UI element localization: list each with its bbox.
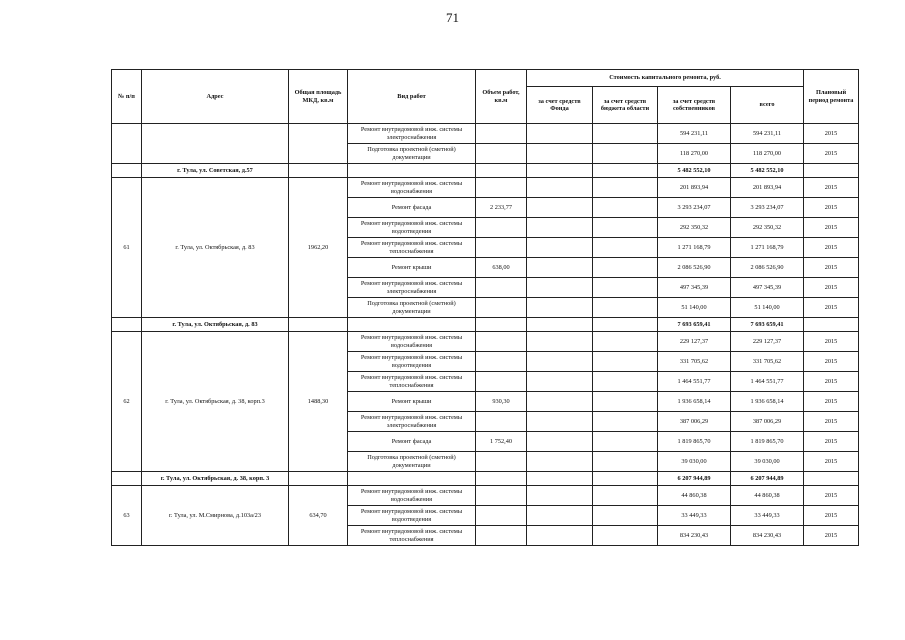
subtotal-empty-cell [593, 472, 658, 486]
owners-cell: 118 270,00 [658, 144, 731, 164]
period-cell: 2015 [804, 278, 859, 298]
regional-cell [593, 218, 658, 238]
row-number: 61 [112, 178, 142, 318]
owners-cell: 229 127,37 [658, 332, 731, 352]
area-cell: 1488,30 [289, 332, 348, 472]
work-type-cell: Ремонт внутридомовой инж. системы электроснабжения [348, 278, 476, 298]
regional-cell [593, 372, 658, 392]
subtotal-row [112, 472, 859, 486]
regional-cell [593, 332, 658, 352]
volume-cell [476, 332, 527, 352]
subtotal-empty-cell [289, 472, 348, 486]
total-cell: 1 936 658,14 [731, 392, 804, 412]
area-cell: 1962,20 [289, 178, 348, 318]
total-cell: 1 271 168,79 [731, 238, 804, 258]
fund-cell [527, 238, 593, 258]
regional-cell [593, 298, 658, 318]
work-type-cell: Ремонт внутридомовой инж. системы теплоснабжения [348, 238, 476, 258]
header-total: всего [731, 87, 804, 124]
table-row [112, 178, 859, 198]
period-cell: 2015 [804, 298, 859, 318]
regional-cell [593, 178, 658, 198]
total-cell: 3 293 234,07 [731, 198, 804, 218]
subtotal-empty-cell [112, 318, 142, 332]
fund-cell [527, 372, 593, 392]
capital-repair-table [111, 69, 859, 546]
area-cell: 634,70 [289, 486, 348, 546]
regional-cell [593, 144, 658, 164]
fund-cell [527, 124, 593, 144]
address-cell [142, 124, 289, 164]
table-body [112, 124, 859, 546]
owners-cell: 33 449,33 [658, 506, 731, 526]
fund-cell [527, 258, 593, 278]
total-cell: 292 350,32 [731, 218, 804, 238]
table-row [112, 486, 859, 506]
owners-cell: 834 230,43 [658, 526, 731, 546]
period-cell: 2015 [804, 526, 859, 546]
subtotal-owners: 7 693 659,41 [658, 318, 731, 332]
fund-cell [527, 486, 593, 506]
regional-cell [593, 258, 658, 278]
regional-cell [593, 352, 658, 372]
total-cell: 229 127,37 [731, 332, 804, 352]
total-cell: 1 464 551,77 [731, 372, 804, 392]
subtotal-total: 6 207 944,89 [731, 472, 804, 486]
subtotal-empty-cell [348, 472, 476, 486]
header-work-type: Вид работ [348, 70, 476, 124]
subtotal-empty-cell [476, 318, 527, 332]
subtotal-empty-cell [476, 472, 527, 486]
header-num: № п/п [112, 70, 142, 124]
volume-cell [476, 298, 527, 318]
fund-cell [527, 298, 593, 318]
volume-cell [476, 526, 527, 546]
work-type-cell: Ремонт внутридомовой инж. системы водоснабжения [348, 178, 476, 198]
regional-cell [593, 124, 658, 144]
subtotal-empty-cell [527, 318, 593, 332]
fund-cell [527, 198, 593, 218]
subtotal-empty-cell [348, 164, 476, 178]
subtotal-label: г. Тула, ул. Советская, д.57 [142, 164, 289, 178]
total-cell: 497 345,39 [731, 278, 804, 298]
total-cell: 51 140,00 [731, 298, 804, 318]
total-cell: 33 449,33 [731, 506, 804, 526]
total-cell: 387 006,29 [731, 412, 804, 432]
work-type-cell: Ремонт внутридомовой инж. системы водоснабжения [348, 332, 476, 352]
owners-cell: 2 086 526,90 [658, 258, 731, 278]
subtotal-empty-cell [593, 164, 658, 178]
subtotal-total: 7 693 659,41 [731, 318, 804, 332]
subtotal-empty-cell [348, 318, 476, 332]
subtotal-empty-cell [112, 472, 142, 486]
work-type-cell: Ремонт крыши [348, 258, 476, 278]
owners-cell: 1 936 658,14 [658, 392, 731, 412]
period-cell: 2015 [804, 198, 859, 218]
period-cell: 2015 [804, 486, 859, 506]
header-period: Плановый период ремонта [804, 70, 859, 124]
work-type-cell: Ремонт фасада [348, 432, 476, 452]
subtotal-empty-cell [804, 164, 859, 178]
regional-cell [593, 506, 658, 526]
work-type-cell: Подготовка проектной (сметной) документации [348, 144, 476, 164]
header-volume: Объем работ, кв.м [476, 70, 527, 124]
subtotal-empty-cell [476, 164, 527, 178]
header-regional: за счет средств бюджета области [593, 87, 658, 124]
header-owners: за счет средств собственников [658, 87, 731, 124]
fund-cell [527, 278, 593, 298]
volume-cell [476, 352, 527, 372]
fund-cell [527, 178, 593, 198]
total-cell: 331 705,62 [731, 352, 804, 372]
owners-cell: 497 345,39 [658, 278, 731, 298]
owners-cell: 1 819 865,70 [658, 432, 731, 452]
regional-cell [593, 486, 658, 506]
period-cell: 2015 [804, 178, 859, 198]
fund-cell [527, 412, 593, 432]
owners-cell: 1 464 551,77 [658, 372, 731, 392]
work-type-cell: Ремонт внутридомовой инж. системы водоотведения [348, 506, 476, 526]
owners-cell: 292 350,32 [658, 218, 731, 238]
owners-cell: 331 705,62 [658, 352, 731, 372]
subtotal-row [112, 164, 859, 178]
volume-cell: 1 752,40 [476, 432, 527, 452]
area-cell [289, 124, 348, 164]
volume-cell [476, 278, 527, 298]
table-row [112, 332, 859, 352]
subtotal-empty-cell [804, 318, 859, 332]
volume-cell [476, 486, 527, 506]
fund-cell [527, 144, 593, 164]
page-number: 71 [446, 10, 459, 25]
work-type-cell: Ремонт внутридомовой инж. системы теплоснабжения [348, 372, 476, 392]
subtotal-empty-cell [289, 318, 348, 332]
work-type-cell: Ремонт внутридомовой инж. системы водоотведения [348, 218, 476, 238]
work-type-cell: Ремонт крыши [348, 392, 476, 412]
volume-cell [476, 506, 527, 526]
owners-cell: 387 006,29 [658, 412, 731, 432]
period-cell: 2015 [804, 392, 859, 412]
regional-cell [593, 198, 658, 218]
work-type-cell: Подготовка проектной (сметной) документации [348, 298, 476, 318]
volume-cell [476, 124, 527, 144]
period-cell: 2015 [804, 412, 859, 432]
period-cell: 2015 [804, 238, 859, 258]
volume-cell [476, 178, 527, 198]
work-type-cell: Подготовка проектной (сметной) документации [348, 452, 476, 472]
fund-cell [527, 432, 593, 452]
work-type-cell: Ремонт внутридомовой инж. системы водоснабжения [348, 486, 476, 506]
regional-cell [593, 238, 658, 258]
fund-cell [527, 526, 593, 546]
address-cell: г. Тула, ул. М.Смирнова, д.103а/23 [142, 486, 289, 546]
total-cell: 44 860,38 [731, 486, 804, 506]
subtotal-empty-cell [112, 164, 142, 178]
total-cell: 2 086 526,90 [731, 258, 804, 278]
volume-cell: 638,00 [476, 258, 527, 278]
total-cell: 1 819 865,70 [731, 432, 804, 452]
period-cell: 2015 [804, 258, 859, 278]
volume-cell [476, 218, 527, 238]
regional-cell [593, 452, 658, 472]
subtotal-label: г. Тула, ул. Октябрьская, д. 38, корп. 3 [142, 472, 289, 486]
volume-cell [476, 412, 527, 432]
volume-cell [476, 452, 527, 472]
owners-cell: 39 030,00 [658, 452, 731, 472]
period-cell: 2015 [804, 452, 859, 472]
regional-cell [593, 432, 658, 452]
subtotal-owners: 6 207 944,89 [658, 472, 731, 486]
subtotal-label: г. Тула, ул. Октябрьская, д. 83 [142, 318, 289, 332]
row-number: 63 [112, 486, 142, 546]
work-type-cell: Ремонт внутридомовой инж. системы теплоснабжения [348, 526, 476, 546]
owners-cell: 1 271 168,79 [658, 238, 731, 258]
owners-cell: 3 293 234,07 [658, 198, 731, 218]
fund-cell [527, 352, 593, 372]
period-cell: 2015 [804, 124, 859, 144]
fund-cell [527, 452, 593, 472]
subtotal-owners: 5 482 552,10 [658, 164, 731, 178]
subtotal-row [112, 318, 859, 332]
volume-cell [476, 238, 527, 258]
volume-cell: 930,30 [476, 392, 527, 412]
owners-cell: 201 893,94 [658, 178, 731, 198]
table-row [112, 124, 859, 144]
period-cell: 2015 [804, 372, 859, 392]
period-cell: 2015 [804, 332, 859, 352]
total-cell: 118 270,00 [731, 144, 804, 164]
subtotal-empty-cell [804, 472, 859, 486]
subtotal-empty-cell [593, 318, 658, 332]
volume-cell [476, 144, 527, 164]
work-type-cell: Ремонт внутридомовой инж. системы водоотведения [348, 352, 476, 372]
regional-cell [593, 392, 658, 412]
fund-cell [527, 506, 593, 526]
total-cell: 39 030,00 [731, 452, 804, 472]
fund-cell [527, 332, 593, 352]
volume-cell [476, 372, 527, 392]
period-cell: 2015 [804, 144, 859, 164]
fund-cell [527, 392, 593, 412]
regional-cell [593, 526, 658, 546]
period-cell: 2015 [804, 506, 859, 526]
row-number [112, 124, 142, 164]
period-cell: 2015 [804, 352, 859, 372]
fund-cell [527, 218, 593, 238]
subtotal-empty-cell [527, 164, 593, 178]
header-fund: за счет средств Фонда [527, 87, 593, 124]
subtotal-empty-cell [289, 164, 348, 178]
header-area: Общая площадь МКД, кв.м [289, 70, 348, 124]
address-cell: г. Тула, ул. Октябрьская, д. 83 [142, 178, 289, 318]
work-type-cell: Ремонт фасада [348, 198, 476, 218]
regional-cell [593, 412, 658, 432]
owners-cell: 51 140,00 [658, 298, 731, 318]
header-cost-group: Стоимость капитального ремонта, руб. [527, 70, 804, 87]
address-cell: г. Тула, ул. Октябрьская, д. 38, корп.3 [142, 332, 289, 472]
period-cell: 2015 [804, 432, 859, 452]
work-type-cell: Ремонт внутридомовой инж. системы электроснабжения [348, 412, 476, 432]
header-address: Адрес [142, 70, 289, 124]
owners-cell: 594 231,11 [658, 124, 731, 144]
regional-cell [593, 278, 658, 298]
work-type-cell: Ремонт внутридомовой инж. системы электроснабжения [348, 124, 476, 144]
subtotal-empty-cell [527, 472, 593, 486]
volume-cell: 2 233,77 [476, 198, 527, 218]
row-number: 62 [112, 332, 142, 472]
total-cell: 594 231,11 [731, 124, 804, 144]
total-cell: 834 230,43 [731, 526, 804, 546]
period-cell: 2015 [804, 218, 859, 238]
total-cell: 201 893,94 [731, 178, 804, 198]
subtotal-total: 5 482 552,10 [731, 164, 804, 178]
owners-cell: 44 860,38 [658, 486, 731, 506]
